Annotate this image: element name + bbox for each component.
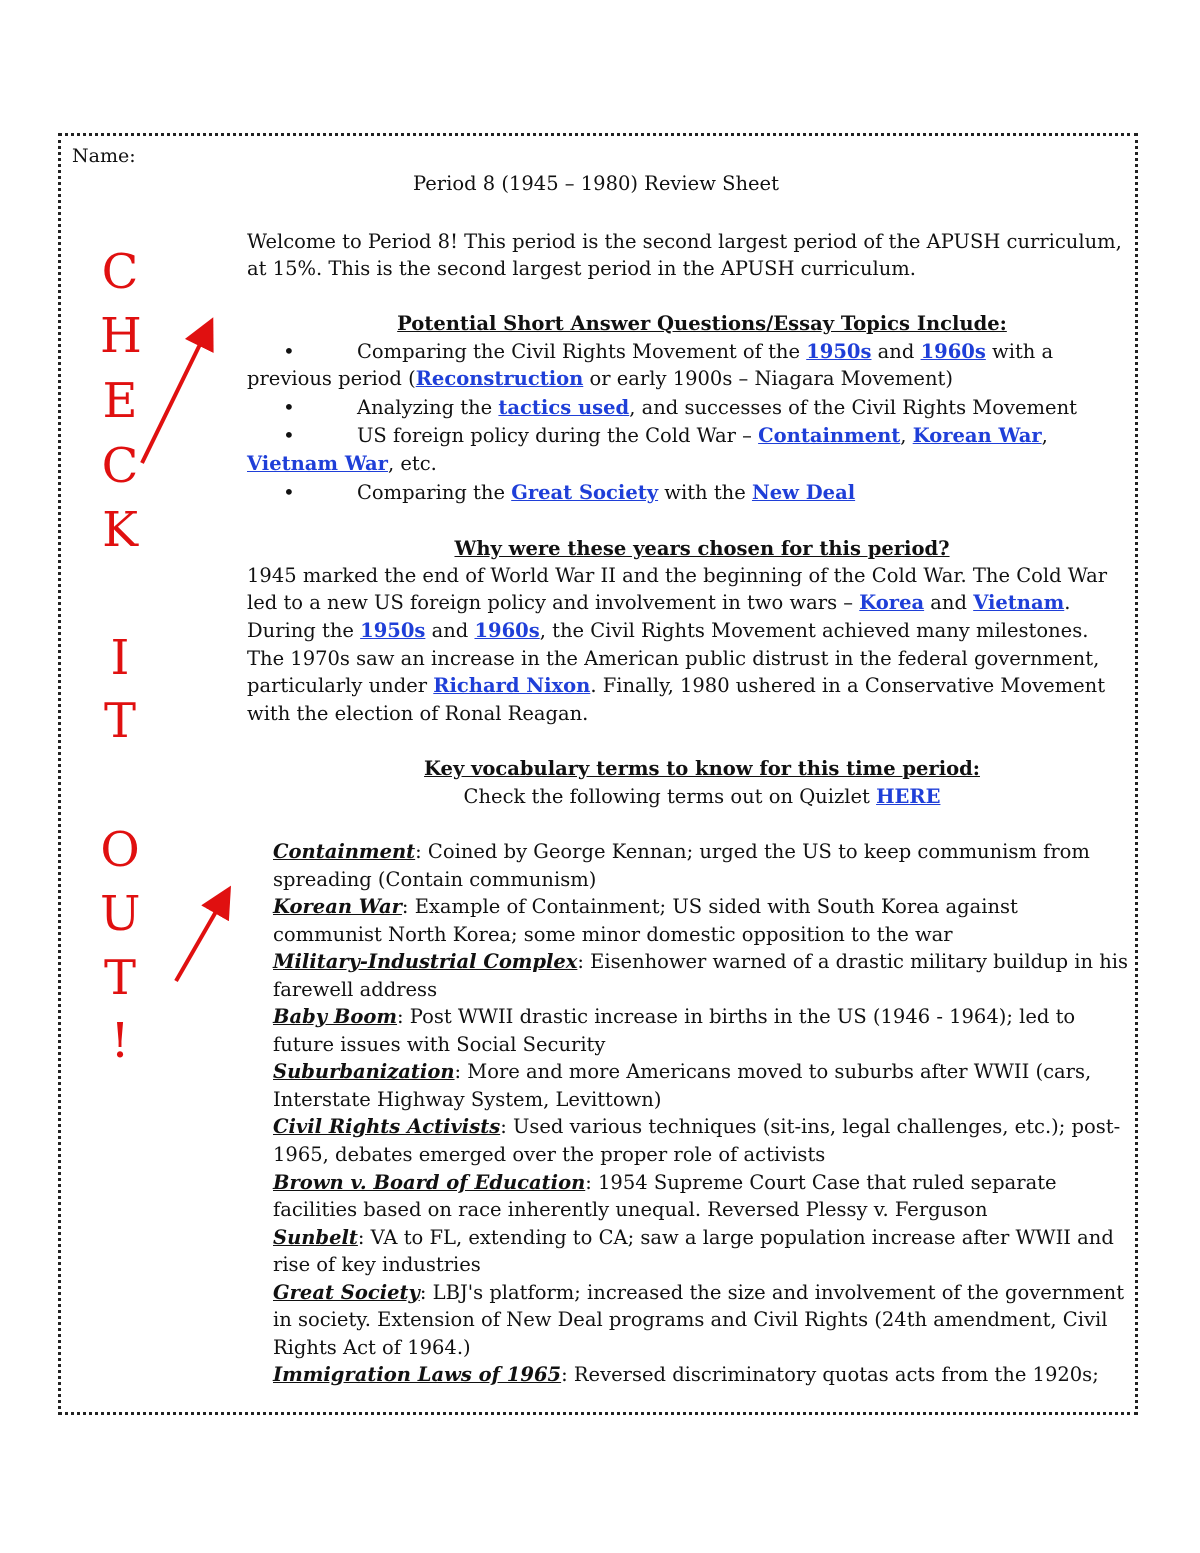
vocab-item: Suburbanization: More and more Americans moved to suburbs after WWII (cars, — [273, 1060, 1092, 1083]
vocab-item: Brown v. Board of Education: 1954 Supreme Court Case that ruled separate — [273, 1171, 1057, 1194]
banner-letter: U — [100, 886, 141, 942]
topic-bullet-cont: previous period (Reconstruction or early 1900s – Niagara Movement) — [247, 367, 953, 390]
link-vietnam-war[interactable]: Vietnam War — [247, 452, 388, 475]
vocab-item-cont: Interstate Highway System, Levittown) — [273, 1088, 662, 1111]
bullet-icon: • — [283, 423, 295, 447]
banner-letter: C — [101, 438, 139, 494]
link-1960s[interactable]: 1960s — [920, 340, 986, 363]
link-great-society[interactable]: Great Society — [511, 481, 659, 504]
vocab-item-cont: 1965, debates emerged over the proper role of activists — [273, 1143, 826, 1166]
link-vietnam[interactable]: Vietnam — [973, 591, 1065, 614]
link-1950s[interactable]: 1950s — [360, 619, 426, 642]
banner-letter: I — [110, 630, 130, 686]
link-richard-nixon[interactable]: Richard Nixon — [433, 674, 591, 697]
vocab-item: Baby Boom: Post WWII drastic increase in births in the US (1946 - 1964); led to — [273, 1005, 1076, 1028]
vocab-item-cont: farewell address — [273, 978, 438, 1001]
bullet-icon: • — [283, 480, 295, 504]
name-label: Name: — [72, 145, 136, 167]
banner-letter: T — [103, 950, 136, 1006]
vocab-item: Great Society: LBJ's platform; increased the size and involvement of the government — [273, 1281, 1125, 1304]
banner-letter: K — [102, 502, 138, 558]
vocab-item: Korean War: Example of Containment; US sided with South Korea against — [273, 895, 1018, 918]
bullet-icon: • — [283, 339, 295, 363]
why-line: The 1970s saw an increase in the American public distrust in the federal government, — [247, 647, 1100, 670]
vocab-item-cont: Rights Act of 1964.) — [273, 1336, 471, 1359]
vocab-subheading: Check the following terms out on Quizlet HERE — [463, 785, 941, 808]
vocab-item: Military-Industrial Complex: Eisenhower warned of a drastic military buildup in his — [273, 950, 1128, 973]
topic-bullet-cont: Vietnam War, etc. — [247, 452, 437, 475]
vocab-item: Civil Rights Activists: Used various techniques (sit-ins, legal challenges, etc.); post- — [273, 1115, 1121, 1138]
vocab-item-cont: communist North Korea; some minor domestic opposition to the war — [273, 923, 953, 946]
link-quizlet-here[interactable]: HERE — [876, 785, 941, 808]
vocab-item: Immigration Laws of 1965: Reversed discriminatory quotas acts from the 1920s; — [273, 1363, 1099, 1386]
vocab-item-cont: spreading (Contain communism) — [273, 868, 597, 891]
banner-letter: ! — [110, 1013, 130, 1069]
why-line: 1945 marked the end of World War II and the beginning of the Cold War. The Cold War — [247, 564, 1108, 587]
why-line: During the 1950s and 1960s, the Civil Rights Movement achieved many milestones. — [247, 619, 1089, 642]
link-containment[interactable]: Containment — [758, 424, 901, 447]
vocab-heading: Key vocabulary terms to know for this time period: — [424, 757, 980, 780]
link-1960s[interactable]: 1960s — [474, 619, 540, 642]
bullet-icon: • — [283, 395, 295, 419]
intro-line: Welcome to Period 8! This period is the second largest period of the APUSH curriculum, — [247, 230, 1122, 253]
arrow-up-icon — [176, 896, 225, 981]
vocab-item-cont: facilities based on race inherently unequal. Reversed Plessy v. Ferguson — [273, 1198, 988, 1221]
banner-letter: T — [103, 693, 136, 749]
vocab-item: Containment: Coined by George Kennan; urged the US to keep communism from — [273, 840, 1090, 863]
vocab-item: Sunbelt: VA to FL, extending to CA; saw a large population increase after WWII and — [273, 1226, 1114, 1249]
vocab-item-cont: in society. Extension of New Deal programs and Civil Rights (24th amendment, Civil — [273, 1308, 1108, 1331]
link-1950s[interactable]: 1950s — [806, 340, 872, 363]
vocab-item-cont: rise of key industries — [273, 1253, 481, 1276]
banner-letter: E — [102, 373, 138, 429]
page-title: Period 8 (1945 – 1980) Review Sheet — [413, 172, 779, 195]
why-line: particularly under Richard Nixon. Finally, 1980 ushered in a Conservative Movement — [247, 674, 1106, 697]
banner-letter: H — [100, 308, 142, 364]
arrow-up-icon — [142, 328, 208, 463]
link-reconstruction[interactable]: Reconstruction — [415, 367, 584, 390]
vocab-item-cont: future issues with Social Security — [273, 1033, 606, 1056]
link-new-deal[interactable]: New Deal — [751, 481, 856, 504]
why-heading: Why were these years chosen for this period? — [454, 537, 950, 560]
link-korea[interactable]: Korea — [859, 591, 925, 614]
why-line: with the election of Ronal Reagan. — [247, 702, 589, 725]
banner-letter: O — [100, 822, 140, 878]
why-line: led to a new US foreign policy and involvement in two wars – Korea and Vietnam. — [247, 591, 1071, 614]
banner-letter: C — [101, 244, 139, 300]
link-tactics-used[interactable]: tactics used — [498, 396, 630, 419]
link-korean-war[interactable]: Korean War — [912, 424, 1042, 447]
topics-heading: Potential Short Answer Questions/Essay Topics Include: — [397, 312, 1007, 335]
intro-line: at 15%. This is the second largest period in the APUSH curriculum. — [247, 257, 916, 280]
